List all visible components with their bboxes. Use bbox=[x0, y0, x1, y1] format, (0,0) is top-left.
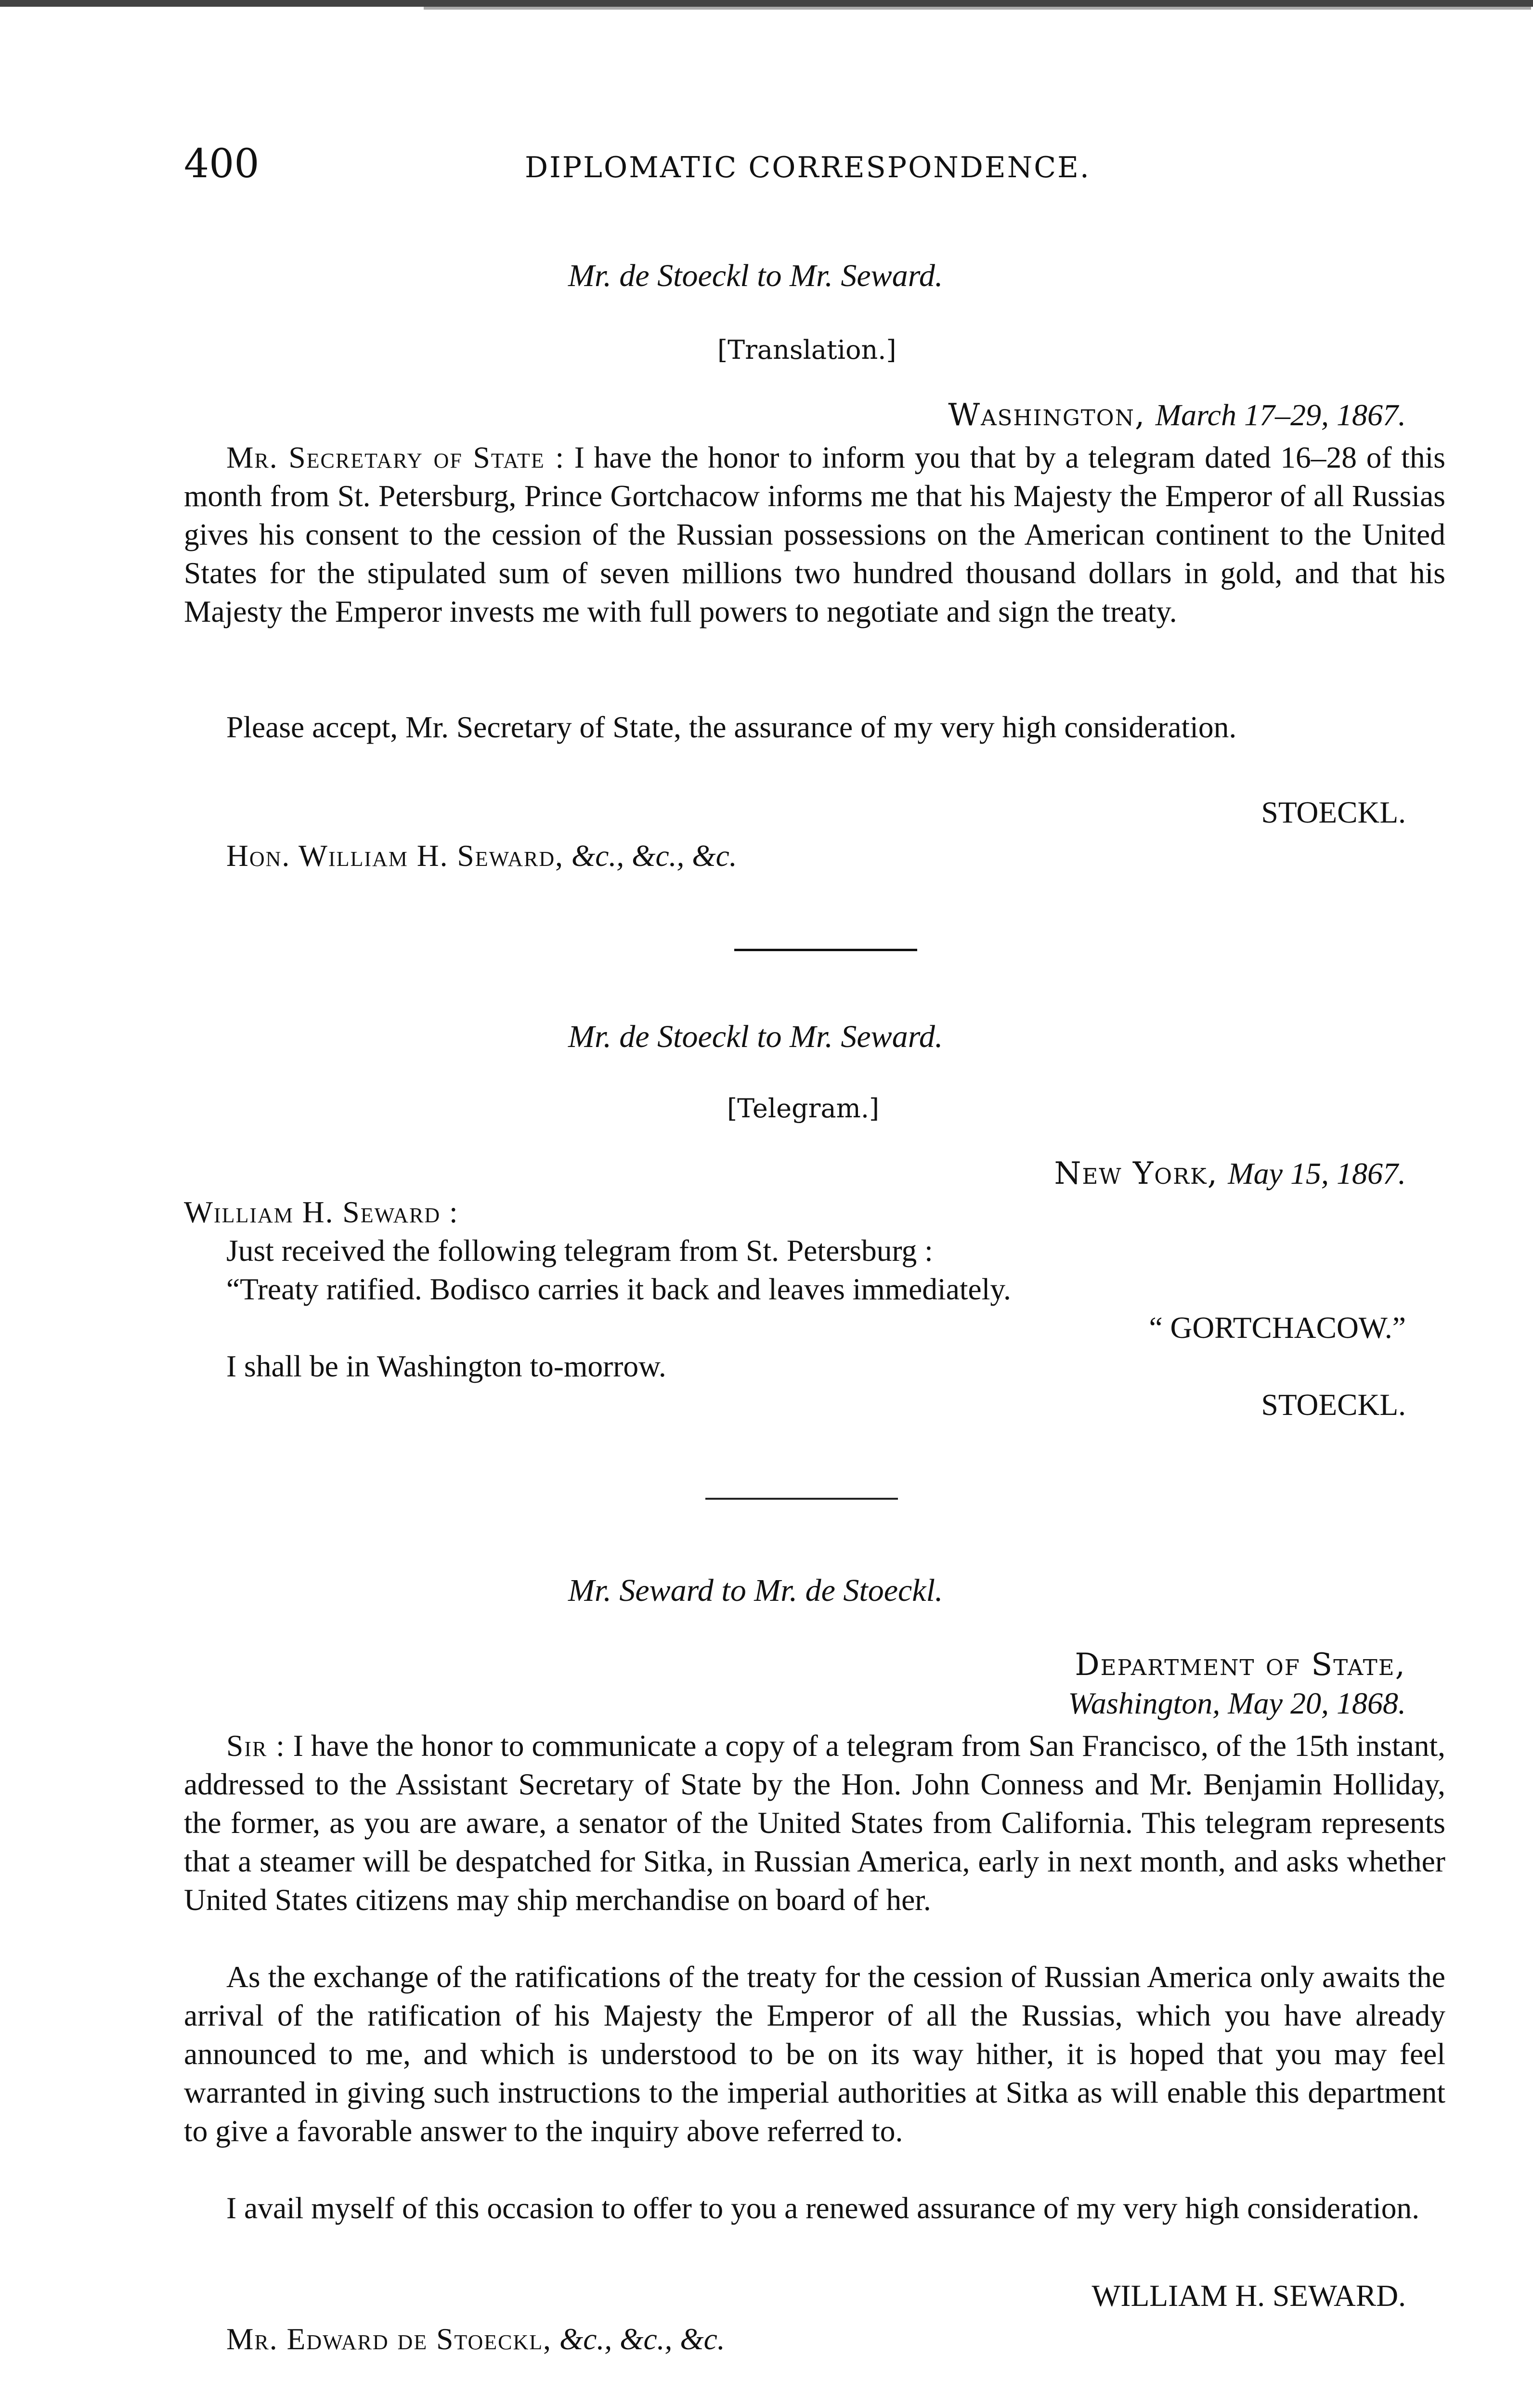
letter2-dateline bbox=[1054, 1158, 1406, 1189]
letter3-date: May 20, 1868. bbox=[1228, 1686, 1406, 1720]
letter3-department: Department of State, bbox=[1075, 1647, 1406, 1683]
letter3-body-1: I have the honor to communicate a copy of a telegram from San Francisco, of the 15th instant, addressed to the Assistant Secretary of State by the Hon. John Conness and Mr. Benjamin Holliday, the former, as you are aware, a senator of the United States from California. This telegram represents that a steamer will be despatched for Sitka, in Russian America, early in next month, and asks whether United States citizens may ship merchandise on board of her. bbox=[184, 1728, 1445, 1917]
letter3-body-paragraph-1 bbox=[184, 1727, 1445, 1919]
letter3-addressee: Mr. Edward de Stoeckl, bbox=[226, 2322, 552, 2356]
letter1-body-1: I have the honor to inform you that by a telegram dated 16–28 of this month from St. Petersburg, Prince Gortchacow informs me that his Majesty the Emperor of all Russias gives his consent to the cession of the Russian possessions on the American continent to the United States for the stipulated sum of seven millions two hundred thousand dollars in gold, and that his Majesty the Emperor invests me with full powers to negotiate and sign the treaty. bbox=[184, 440, 1446, 628]
letter1-date: March 17–29, 1867. bbox=[1155, 398, 1406, 432]
scan-border-shadow bbox=[424, 7, 1531, 10]
letter3-addressee-line bbox=[226, 2324, 725, 2355]
letter3-addressee-etc: &c., &c., &c. bbox=[559, 2322, 725, 2356]
letter1-addressee-line bbox=[226, 840, 737, 871]
running-head: DIPLOMATIC CORRESPONDENCE. bbox=[525, 151, 1091, 184]
letter1-heading: Mr. de Stoeckl to Mr. Seward. bbox=[568, 258, 943, 293]
letter2-signature: STOECKL. bbox=[1261, 1387, 1406, 1422]
letter3-body-paragraph-3: I avail myself of this occasion to offer to you a renewed assurance of my very high consideration. bbox=[226, 2191, 1420, 2225]
page-number: 400 bbox=[184, 141, 260, 187]
letter1-body-paragraph-2: Please accept, Mr. Secretary of State, the assurance of my very high consideration. bbox=[226, 710, 1237, 744]
letter3-body-paragraph-2: As the exchange of the ratifications of the treaty for the cession of Russian America only awaits the arrival of the ratification of his Majesty the Emperor of all the Russias, which you have already announced to me, and which is understood to be on its way hither, it is hoped that you may feel warranted in giving such instructions to the imperial authorities at Sitka as will enable this department to give a favorable answer to the inquiry above referred to. bbox=[184, 1960, 1445, 2148]
letter1-salutation: Mr. Secretary of State : bbox=[226, 440, 565, 474]
letter1-addressee-etc: &c., &c., &c. bbox=[571, 838, 737, 873]
letter2-place: New York, bbox=[1054, 1156, 1218, 1191]
scan-border bbox=[0, 0, 1533, 7]
letter1-note: [Translation.] bbox=[717, 335, 896, 365]
letter2-recipient: William H. Seward : bbox=[184, 1195, 459, 1229]
letter3-salutation: Sir : bbox=[226, 1728, 286, 1763]
letter2-heading: Mr. de Stoeckl to Mr. Seward. bbox=[568, 1019, 943, 1054]
letter1-place: Washington, bbox=[948, 397, 1146, 433]
letter2-line-2: “Treaty ratified. Bodisco carries it back and leaves immediately. bbox=[226, 1272, 1011, 1306]
letter1-dateline bbox=[948, 397, 1406, 433]
letter3-heading: Mr. Seward to Mr. de Stoeckl. bbox=[568, 1573, 943, 1608]
letter2-note: [Telegram.] bbox=[727, 1093, 880, 1124]
letter1-addressee: Hon. William H. Seward, bbox=[226, 838, 564, 873]
letter2-quoted-signature: “ GORTCHACOW.” bbox=[1149, 1310, 1406, 1345]
letter2-line-1: Just received the following telegram from St. Petersburg : bbox=[226, 1233, 933, 1268]
letter3-signature: WILLIAM H. SEWARD. bbox=[1091, 2278, 1406, 2313]
letter1-signature: STOECKL. bbox=[1261, 795, 1406, 829]
letter2-line-3: I shall be in Washington to-morrow. bbox=[226, 1349, 666, 1383]
letter2-date: May 15, 1867. bbox=[1228, 1156, 1406, 1191]
letter3-place: Washington, bbox=[1068, 1686, 1221, 1720]
letter3-dateline bbox=[1068, 1688, 1406, 1719]
section-divider-1 bbox=[734, 949, 917, 951]
letter1-body-paragraph-1 bbox=[184, 438, 1445, 631]
section-divider-2 bbox=[705, 1498, 898, 1500]
